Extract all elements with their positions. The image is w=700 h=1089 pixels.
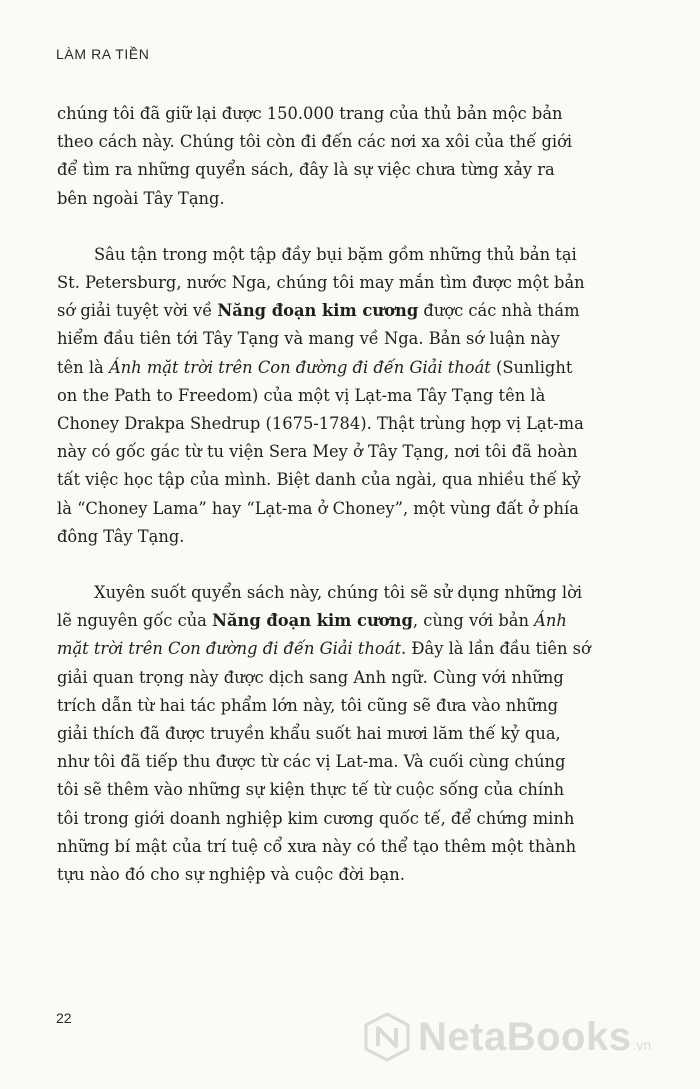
italic-title: Ánh: [534, 611, 567, 631]
body-text: [57, 100, 655, 917]
text-line: [57, 185, 655, 213]
text-line: [57, 523, 655, 551]
text-segment: trích dẫn từ hai tác phẩm lớn này, tôi cũng sẽ đưa vào những: [57, 695, 559, 715]
text-segment: lẽ nguyên gốc của: [57, 611, 213, 631]
text-segment: . Đây là lần đầu tiên sớ: [401, 639, 591, 659]
text-segment: là “Choney Lama” hay “Lạt-ma ở Choney”, một vùng đất ở phía: [57, 498, 579, 518]
bold-term: Năng đoạn kim cương: [212, 611, 413, 631]
text-line: [57, 692, 655, 720]
watermark-suffix: .vn: [632, 1037, 652, 1053]
text-segment: tựu nào đó cho sự nghiệp và cuộc đời bạn.: [57, 865, 405, 885]
text-segment: Choney Drakpa Shedrup (1675-1784). Thật trùng hợp vị Lạt-ma: [57, 414, 584, 434]
text-segment: để tìm ra những quyển sách, đây là sự việc chưa từng xảy ra: [57, 160, 555, 180]
watermark: [362, 1012, 651, 1062]
text-line: [57, 438, 655, 466]
text-line: [57, 607, 655, 635]
text-line: [57, 861, 655, 889]
text-segment: sớ giải tuyệt vời về: [57, 301, 218, 321]
text-line: [57, 128, 655, 156]
text-line: [57, 748, 655, 776]
text-line: [57, 635, 655, 663]
paragraph: [57, 100, 655, 213]
text-segment: St. Petersburg, nước Nga, chúng tôi may mắn tìm được một bản: [57, 273, 585, 293]
text-line: [57, 776, 655, 804]
text-segment: giải thích đã được truyền khẩu suốt hai mươi lăm thế kỷ qua,: [57, 724, 561, 744]
text-line: [57, 805, 655, 833]
text-line: [57, 100, 655, 128]
text-segment: theo cách này. Chúng tôi còn đi đến các nơi xa xôi của thế giới: [57, 132, 573, 152]
text-line: [57, 156, 655, 184]
text-line: [57, 410, 655, 438]
text-line: [57, 241, 655, 269]
text-segment: (Sunlight: [490, 357, 573, 377]
text-line: [57, 269, 655, 297]
text-line: [57, 833, 655, 861]
text-line: [57, 297, 655, 325]
text-line: [57, 382, 655, 410]
text-line: [57, 325, 655, 353]
text-segment: tôi sẽ thêm vào những sự kiện thực tế từ cuộc sống của chính: [57, 780, 565, 800]
text-segment: chúng tôi đã giữ lại được 150.000 trang của thủ bản mộc bản: [57, 104, 563, 123]
text-line: [57, 354, 655, 382]
text-segment: tất việc học tập của mình. Biệt danh của ngài, qua nhiều thế kỷ: [57, 470, 581, 490]
watermark-text: NetaBooks: [418, 1014, 632, 1059]
text-segment: những bí mật của trí tuệ cổ xưa này có thể tạo thêm một thành: [57, 836, 577, 856]
text-segment: on the Path to Freedom) của một vị Lạt-ma Tây Tạng tên là: [57, 385, 546, 405]
text-segment: tên là: [57, 357, 109, 377]
text-segment: tôi trong giới doanh nghiệp kim cương quốc tế, để chứng minh: [57, 808, 575, 828]
text-segment: Sâu tận trong một tập đầy bụi bặm gồm những thủ bản tại: [94, 244, 577, 264]
text-segment: hiểm đầu tiên tới Tây Tạng và mang về Nga. Bản sớ luận này: [57, 329, 560, 349]
text-segment: đông Tây Tạng.: [57, 526, 185, 546]
running-head: LÀM RA TIỀN: [56, 46, 150, 62]
text-segment: , cùng với bản: [412, 611, 535, 631]
bold-term: Năng đoạn kim cương: [217, 301, 419, 321]
text-segment: này có gốc gác từ tu viện Sera Mey ở Tây Tạng, nơi tôi đã hoàn: [57, 442, 578, 462]
text-segment: Xuyên suốt quyển sách này, chúng tôi sẽ sử dụng những lời: [94, 583, 583, 603]
paragraph: [57, 579, 655, 889]
page-number: 22: [56, 1010, 72, 1026]
paragraph: [57, 241, 655, 551]
italic-title: mặt trời trên Con đường đi đến Giải thoát: [57, 639, 401, 659]
italic-title: Ánh mặt trời trên Con đường đi đến Giải thoát: [108, 357, 491, 377]
text-line: [57, 664, 655, 692]
text-segment: được các nhà thám: [418, 301, 580, 321]
text-line: [57, 466, 655, 494]
text-segment: như tôi đã tiếp thu được từ các vị Lat-ma. Và cuối cùng chúng: [57, 752, 566, 772]
text-segment: bên ngoài Tây Tạng.: [57, 188, 225, 208]
text-line: [57, 720, 655, 748]
text-line: [57, 495, 655, 523]
netabooks-logo-icon: [362, 1012, 412, 1062]
text-line: [57, 579, 655, 607]
text-segment: giải quan trọng này được dịch sang Anh ngữ. Cùng với những: [57, 667, 564, 687]
